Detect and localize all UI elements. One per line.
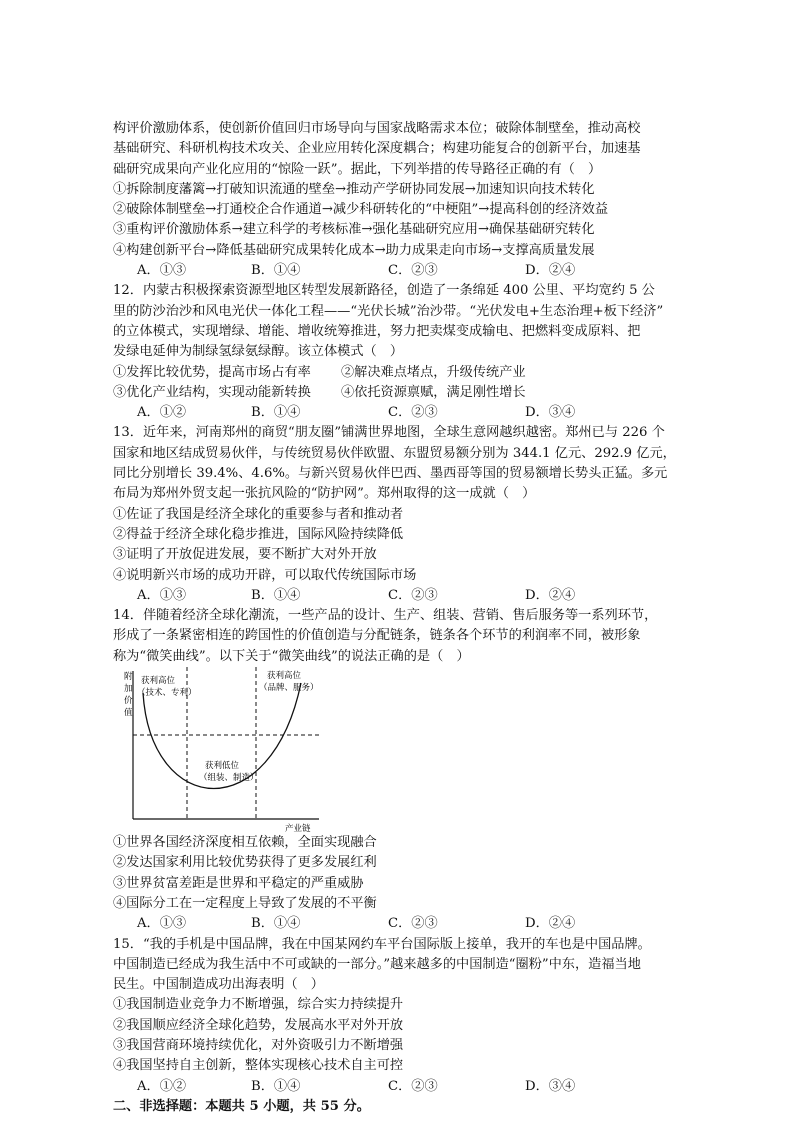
statement-row (113, 363, 688, 383)
option-d[interactable]: D．②④ (525, 263, 576, 279)
option-d[interactable]: D．③④ (525, 1078, 576, 1094)
left-high-sublabel: （技术、专利） (137, 688, 197, 699)
q12-items (113, 363, 688, 404)
y-axis-label: 价 (124, 696, 133, 707)
low-sublabel: （组装、制造） (199, 773, 259, 784)
statement-item: ①我国制造业竞争力不断增强，综合实力持续提升 (113, 997, 404, 1013)
low-label: 获利低位 (205, 761, 240, 772)
statement-item: ①世界各国经济深度相互依赖，全面实现融合 (113, 835, 377, 851)
text-line: 称为“微笑曲线”。以下关于“微笑曲线”的说法正确的是（ ） (113, 648, 470, 664)
q12-stem (113, 281, 688, 362)
q15-items (113, 995, 688, 1076)
text-line: 15．“我的手机是中国品牌，我在中国某网约车平台国际版上接单，我开的车也是中国品牌。 (113, 936, 651, 952)
text-line: 的立体模式，实现增绿、增能、增收统筹推进，努力把卖煤变成输电、把燃料变成原料、把 (113, 323, 641, 339)
statement-item: ③优化产业结构，实现动能新转换 (113, 384, 311, 400)
text-line: 基础研究、科研机构技术攻关、企业应用转化深度耦合；构建功能复合的创新平台，加速基 (113, 141, 641, 157)
text-line: 13．近年来，河南郑州的商贸“朋友圈”铺满世界地图，全球生意网越织越密。郑州已与 226 个 (113, 425, 665, 441)
statement-item: ③重构评价激励体系→建立科学的考核标准→强化基础研究应用→确保基础研究转化 (113, 222, 595, 238)
q15-stem (113, 935, 688, 996)
option-c[interactable]: C．②③ (388, 916, 438, 932)
statement-item: ③我国营商环境持续优化，对外资吸引力不断增强 (113, 1037, 404, 1053)
text-line: 布局为郑州外贸支起一张抗风险的“防护网”。郑州取得的这一成就（ ） (113, 486, 536, 502)
q13-stem (113, 423, 688, 504)
text-line: 础研究成果向产业化应用的“惊险一跃”。据此，下列举措的传导路径正确的有（ ） (113, 161, 602, 177)
statement-item: ②破除体制壁垒→打通校企合作通道→减少科研转化的“中梗阻”→提高科创的经济效益 (113, 202, 609, 218)
statement-item: ①发挥比较优势，提高市场占有率 (113, 364, 311, 380)
option-a[interactable]: A．①③ (137, 263, 187, 279)
q11-options (113, 261, 688, 281)
statement-item: ④构建创新平台→降低基础研究成果转化成本→助力成果走向市场→支撑高质量发展 (113, 242, 595, 258)
option-b[interactable]: B．①④ (251, 916, 301, 932)
text-line: 里的防沙治沙和风电光伏一体化工程——“光伏长城”治沙带。“光伏发电+生态治理+板下经济” (113, 303, 664, 319)
option-b[interactable]: B．①④ (251, 587, 301, 603)
option-b[interactable]: B．①④ (251, 1078, 301, 1094)
text-line: 民生。中国制造成功出海表明（ ） (113, 977, 324, 993)
option-c[interactable]: C．②③ (388, 587, 438, 603)
statement-item: ③证明了开放促进发展，要不断扩大对外开放 (113, 547, 377, 563)
q14-options (113, 914, 688, 934)
q13-options (113, 586, 688, 606)
option-a[interactable]: A．①② (137, 405, 187, 421)
statement-item: ①佐证了我国是经济全球化的重要参与者和推动者 (113, 506, 404, 522)
text-line: 中国制造已经成为我生活中不可或缺的一部分。”越来越多的中国制造“圈粉”中东，造福当地 (113, 956, 641, 972)
exam-page (113, 119, 688, 1117)
option-c[interactable]: C．②③ (388, 263, 438, 279)
statement-item: ④国际分工在一定程度上导致了发展的不平衡 (113, 895, 377, 911)
x-axis-label: 产业链 (285, 824, 311, 834)
q12-options (113, 403, 688, 423)
statement-item: ②我国顺应经济全球化趋势，发展高水平对外开放 (113, 1017, 404, 1033)
section-heading: 二、非选择题：本题共 5 小题，共 55 分。 (113, 1098, 370, 1114)
option-b[interactable]: B．①④ (251, 263, 301, 279)
q11-items (113, 180, 688, 261)
option-c[interactable]: C．②③ (388, 1078, 438, 1094)
right-high-sublabel: （品牌、服务） (259, 683, 319, 694)
option-a[interactable]: A．①③ (137, 916, 187, 932)
y-axis-label: 加 (124, 684, 133, 695)
q15-options (113, 1077, 688, 1097)
statement-item: ④依托资源禀赋，满足刚性增长 (341, 384, 526, 400)
smile-curve-diagram (121, 667, 321, 833)
text-line: 14．伴随着经济全球化潮流，一些产品的设计、生产、组装、营销、售后服务等一系列环节， (113, 608, 658, 624)
statement-item: ④我国坚持自主创新，整体实现核心技术自主可控 (113, 1058, 404, 1074)
text-line: 形成了一条紧密相连的跨国性的价值创造与分配链条，链条各个环节的利润率不同，被形象 (113, 628, 641, 644)
option-a[interactable]: A．①② (137, 1078, 187, 1094)
text-line: 国家和地区结成贸易伙伴，与传统贸易伙伴欧盟、东盟贸易额分别为 344.1 亿元、292.9 亿元， (113, 445, 676, 461)
option-c[interactable]: C．②③ (388, 405, 438, 421)
text-line: 构评价激励体系，使创新价值回归市场导向与国家战略需求本位；破除体制壁垒，推动高校 (113, 121, 641, 136)
q11-stem (113, 119, 688, 180)
right-high-label: 获利高位 (267, 671, 302, 682)
option-a[interactable]: A．①③ (137, 587, 187, 603)
option-d[interactable]: D．②④ (525, 587, 576, 603)
statement-item: ③世界贫富差距是世界和平稳定的严重威胁 (113, 875, 364, 891)
statement-item: ②得益于经济全球化稳步推进，国际风险持续降低 (113, 526, 404, 542)
option-d[interactable]: D．②④ (525, 916, 576, 932)
statement-item: ①拆除制度藩篱→打破知识流通的壁垒→推动产学研协同发展→加速知识向技术转化 (113, 181, 595, 197)
statement-item: ②解决难点堵点，升级传统产业 (341, 364, 526, 380)
smile-curve-figure (113, 667, 688, 833)
left-high-label: 获利高位 (141, 676, 176, 687)
text-line: 12．内蒙古积极探索资源型地区转型发展新路径，创造了一条绵延 400 公里、平均宽约 5 公 (113, 283, 655, 299)
option-b[interactable]: B．①④ (251, 405, 301, 421)
statement-item: ④说明新兴市场的成功开辟，可以取代传统国际市场 (113, 567, 417, 583)
y-axis-label: 附 (124, 672, 133, 683)
statement-row (113, 383, 688, 403)
option-d[interactable]: D．③④ (525, 405, 576, 421)
q13-items (113, 505, 688, 586)
text-line: 同比分别增长 39.4%、4.6%。与新兴贸易伙伴巴西、墨西哥等国的贸易额增长势头正猛。多元 (113, 466, 668, 482)
text-line: 发绿电延伸为制绿氢绿氨绿醇。该立体模式（ ） (113, 344, 404, 360)
q14-stem (113, 606, 688, 667)
y-axis-label: 值 (124, 708, 133, 719)
q14-items (113, 833, 688, 914)
statement-item: ②发达国家利用比较优势获得了更多发展红利 (113, 855, 377, 871)
